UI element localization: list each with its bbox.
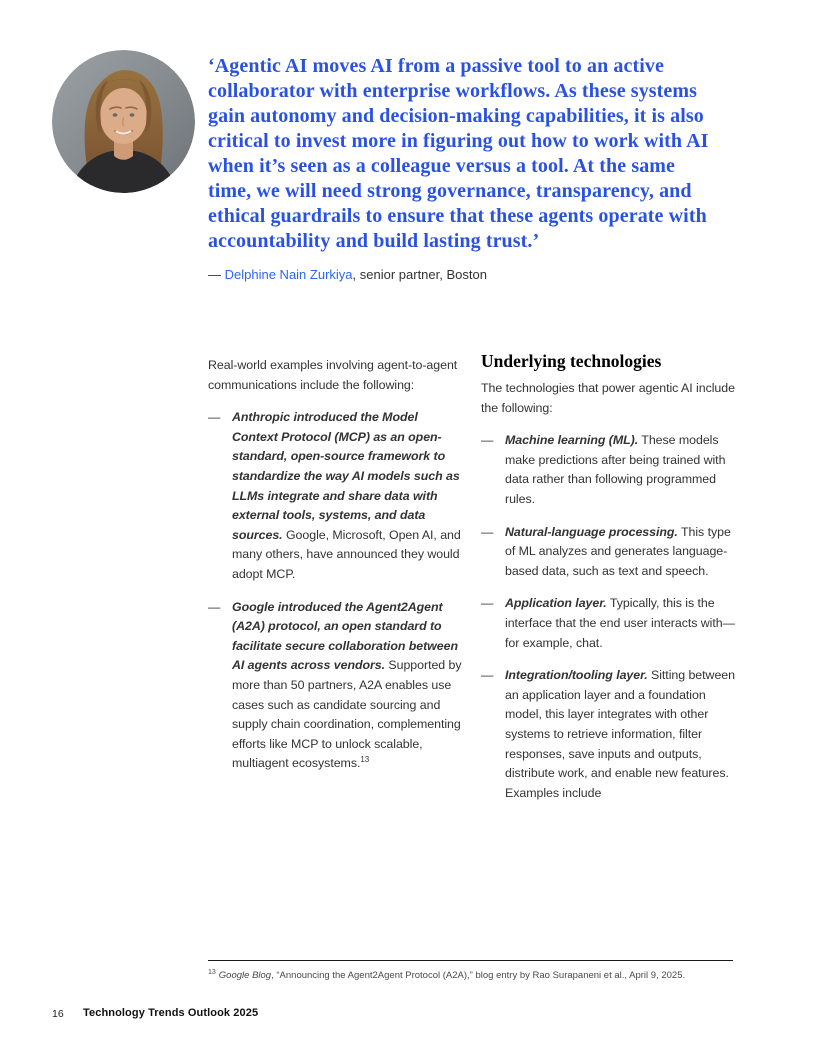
bullet-rest: Google, Microsoft, Open AI, and many others, have announced they would adopt MCP. bbox=[232, 527, 461, 581]
footnote-text: , “Announcing the Agent2Agent Protocol (A2A),” blog entry by Rao Surapaneni et al., April 9, 2025. bbox=[271, 970, 686, 982]
bullet-lead: Machine learning (ML). bbox=[505, 433, 639, 448]
bullet-rest: Typically, this is the interface that the end user interacts with—for example, chat. bbox=[505, 596, 735, 650]
attribution-dash: — bbox=[208, 267, 225, 282]
bullet-rest: These models make predictions after being trained with data rather than following programmed rules. bbox=[505, 433, 726, 506]
bullet-text bbox=[232, 598, 462, 774]
bullet-lead: Natural-language processing. bbox=[505, 524, 678, 539]
bullet-lead: Google introduced the Agent2Agent (A2A) protocol, an open standard to facilitate secure collaboration between AI agents across vendors. bbox=[232, 599, 458, 673]
body-column-left bbox=[208, 356, 462, 774]
bullet-rest: This type of ML analyzes and generates language-based data, such as text and speech. bbox=[505, 524, 731, 578]
list-item bbox=[208, 598, 462, 774]
bullet-dash: — bbox=[481, 596, 494, 611]
author-name-link[interactable]: Delphine Nain Zurkiya bbox=[224, 267, 353, 282]
bullet-rest: Supported by more than 50 partners, A2A enables use cases such as candidate sourcing and supply chain coordination, complementing efforts like MCP to unlock scalable, multiagent ecosystems. bbox=[232, 658, 462, 771]
list-item bbox=[481, 431, 743, 509]
list-item bbox=[481, 594, 743, 653]
bullet-text bbox=[232, 408, 462, 584]
bullet-dash: — bbox=[208, 599, 221, 614]
left-column-intro: Real-world examples involving agent-to-agent communications include the following: bbox=[208, 358, 458, 392]
report-title: Technology Trends Outlook 2025 bbox=[83, 1007, 259, 1019]
bullet-text bbox=[505, 594, 743, 653]
headshot-illustration bbox=[52, 50, 195, 193]
bullet-dash: — bbox=[481, 524, 494, 539]
bullet-lead: Integration/tooling layer. bbox=[505, 668, 648, 683]
author-headshot-photo bbox=[52, 50, 195, 193]
bullet-dash: — bbox=[481, 433, 494, 448]
bullet-text bbox=[505, 431, 743, 509]
right-column-intro: The technologies that power agentic AI include the following: bbox=[481, 381, 735, 415]
bullet-lead: Application layer. bbox=[505, 596, 607, 611]
bullet-rest: Sitting between an application layer and a foundation model, this layer integrates with other systems to retrieve information, filter responses, save inputs and outputs, distribute work, and enable new features. Examples include bbox=[505, 668, 735, 800]
footnote bbox=[208, 966, 753, 982]
bullet-text bbox=[505, 523, 743, 582]
footnote-divider bbox=[208, 960, 733, 961]
list-item bbox=[481, 666, 743, 803]
bullet-text bbox=[505, 666, 743, 803]
bullet-dash: — bbox=[481, 668, 494, 683]
footnote-reference: 13 bbox=[360, 755, 370, 765]
page-number: 16 bbox=[52, 1008, 64, 1020]
section-heading: Underlying technologies bbox=[481, 351, 662, 371]
body-column-right bbox=[481, 350, 743, 803]
attribution-role: , senior partner, Boston bbox=[352, 267, 487, 282]
bullet-dash: — bbox=[208, 410, 221, 425]
list-item bbox=[481, 523, 743, 582]
bullet-lead: Anthropic introduced the Model Context Protocol (MCP) as an open-standard, open-source framework to standardize the way AI models such as LLMs integrate and share data with external tools, systems, and data sources. bbox=[232, 410, 460, 542]
pull-quote: ‘Agentic AI moves AI from a passive tool to an active collaborator with enterprise workflows. As these systems gain autonomy and decision-making capabilities, it is also critical to invest more in figuring out how to work with AI when it’s seen as a colleague versus a tool. At the same time, we will need strong governance, transparency, and ethical guardrails to ensure that these agents operate with accountability and build lasting trust.’ bbox=[208, 55, 709, 252]
list-item bbox=[208, 408, 462, 584]
footnote-number: 13 bbox=[208, 969, 216, 976]
footnote-source: Google Blog bbox=[218, 970, 272, 982]
quote-attribution bbox=[208, 266, 487, 283]
